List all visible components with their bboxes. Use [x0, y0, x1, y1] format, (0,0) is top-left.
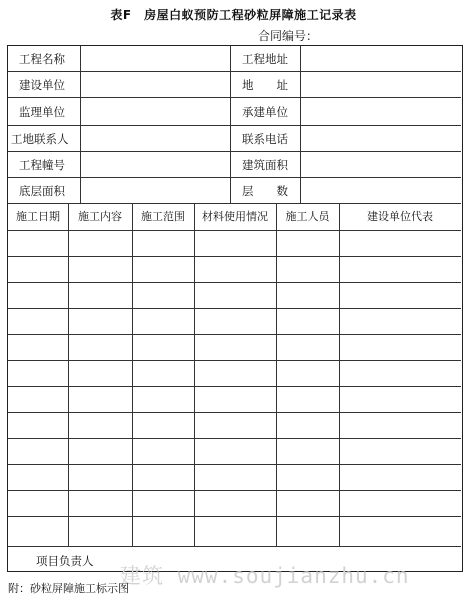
header-construction-content: 施工内容 — [78, 210, 122, 223]
header-construction-scope: 施工范围 — [141, 210, 185, 223]
contract-number-label: 合同编号： — [258, 29, 319, 43]
label-phone: 联系电话 — [242, 132, 288, 146]
label-floor-area: 建筑面积 — [242, 158, 288, 172]
form-title: 表F 房屋白蚁预防工程砂粒屏障施工记录表 — [110, 8, 357, 22]
label-contractor: 承建单位 — [242, 105, 288, 119]
attachment-note: 附：砂粒屏障施工标示图 — [8, 582, 129, 595]
header-workers: 施工人员 — [285, 210, 330, 223]
header-construction-date: 施工日期 — [16, 210, 60, 223]
label-construction-unit: 建设单位 — [19, 78, 65, 92]
label-storeys: 层 数 — [242, 184, 288, 198]
label-ground-floor-area: 底层面积 — [19, 184, 65, 198]
header-owner-representative: 建设单位代表 — [367, 210, 433, 223]
label-project-leader: 项目负责人 — [36, 554, 94, 568]
label-project-address: 工程地址 — [242, 52, 288, 66]
label-building-number: 工程幢号 — [19, 158, 65, 172]
watermark: 建筑 www.soujianzhu.cn — [120, 564, 410, 588]
header-material-usage: 材料使用情况 — [202, 210, 268, 223]
label-supervision-unit: 监理单位 — [19, 105, 65, 119]
label-address: 地 址 — [242, 78, 288, 92]
label-site-contact: 工地联系人 — [11, 132, 69, 146]
record-table — [7, 45, 463, 572]
label-project-name: 工程名称 — [19, 52, 65, 66]
